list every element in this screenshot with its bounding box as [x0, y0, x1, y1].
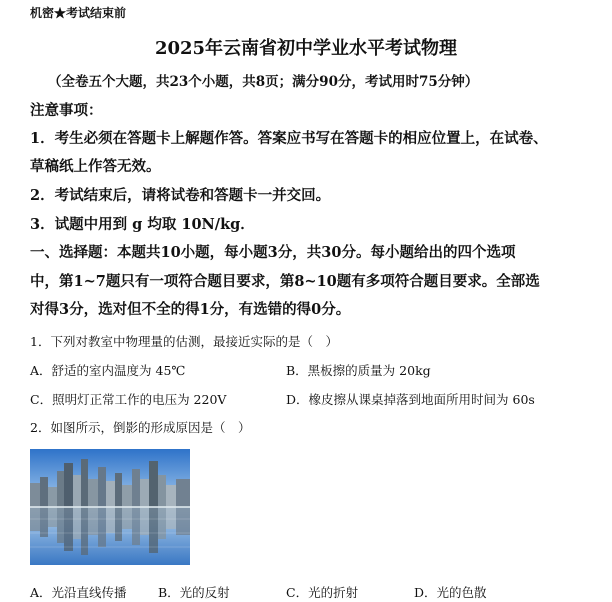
option-c: C．光的折射 — [286, 585, 359, 600]
question-stem: 2．如图所示，倒影的形成原因是（ ） — [30, 420, 251, 435]
note-item: 1．考生必须在答题卡上解题作答。答案应书写在答题卡的相应位置上，在试卷、 — [30, 130, 548, 147]
city-reflection-photo — [30, 449, 190, 565]
note-item: 3．试题中用到 g 均取 10N/kg． — [30, 216, 255, 233]
section-instructions: 一、选择题：本题共10小题，每小题3分，共30分。每小题给出的四个选项 — [30, 244, 516, 261]
option-b: B．光的反射 — [158, 585, 230, 600]
section-instructions: 中，第1~7题只有一项符合题目要求，第8~10题有多项符合题目要求。全部选 — [30, 273, 540, 290]
note-item: 草稿纸上作答无效。 — [30, 158, 161, 175]
question-stem: 1．下列对教室中物理量的估测，最接近实际的是（ ） — [30, 334, 338, 349]
option-c: C．照明灯正常工作的电压为 220V — [30, 392, 227, 407]
section-instructions: 对得3分，选对但不全的得1分，有选错的得0分。 — [30, 301, 351, 318]
option-b: B．黑板擦的质量为 20kg — [286, 363, 431, 378]
option-a: A．光沿直线传播 — [30, 585, 127, 600]
option-a: A．舒适的室内温度为 45℃ — [30, 363, 186, 378]
note-item: 2．考试结束后，请将试卷和答题卡一并交回。 — [30, 187, 331, 204]
secret-mark: 机密★考试结束前 — [30, 6, 127, 20]
option-d: D．橡皮擦从课桌掉落到地面所用时间为 60s — [286, 392, 535, 407]
exam-subtitle: （全卷五个大题，共23个小题，共8页；满分90分，考试用时75分钟） — [48, 74, 479, 90]
page-title: 2025年云南省初中学业水平考试物理 — [154, 38, 458, 59]
notes-heading: 注意事项： — [30, 102, 103, 119]
option-d: D．光的色散 — [414, 585, 487, 600]
